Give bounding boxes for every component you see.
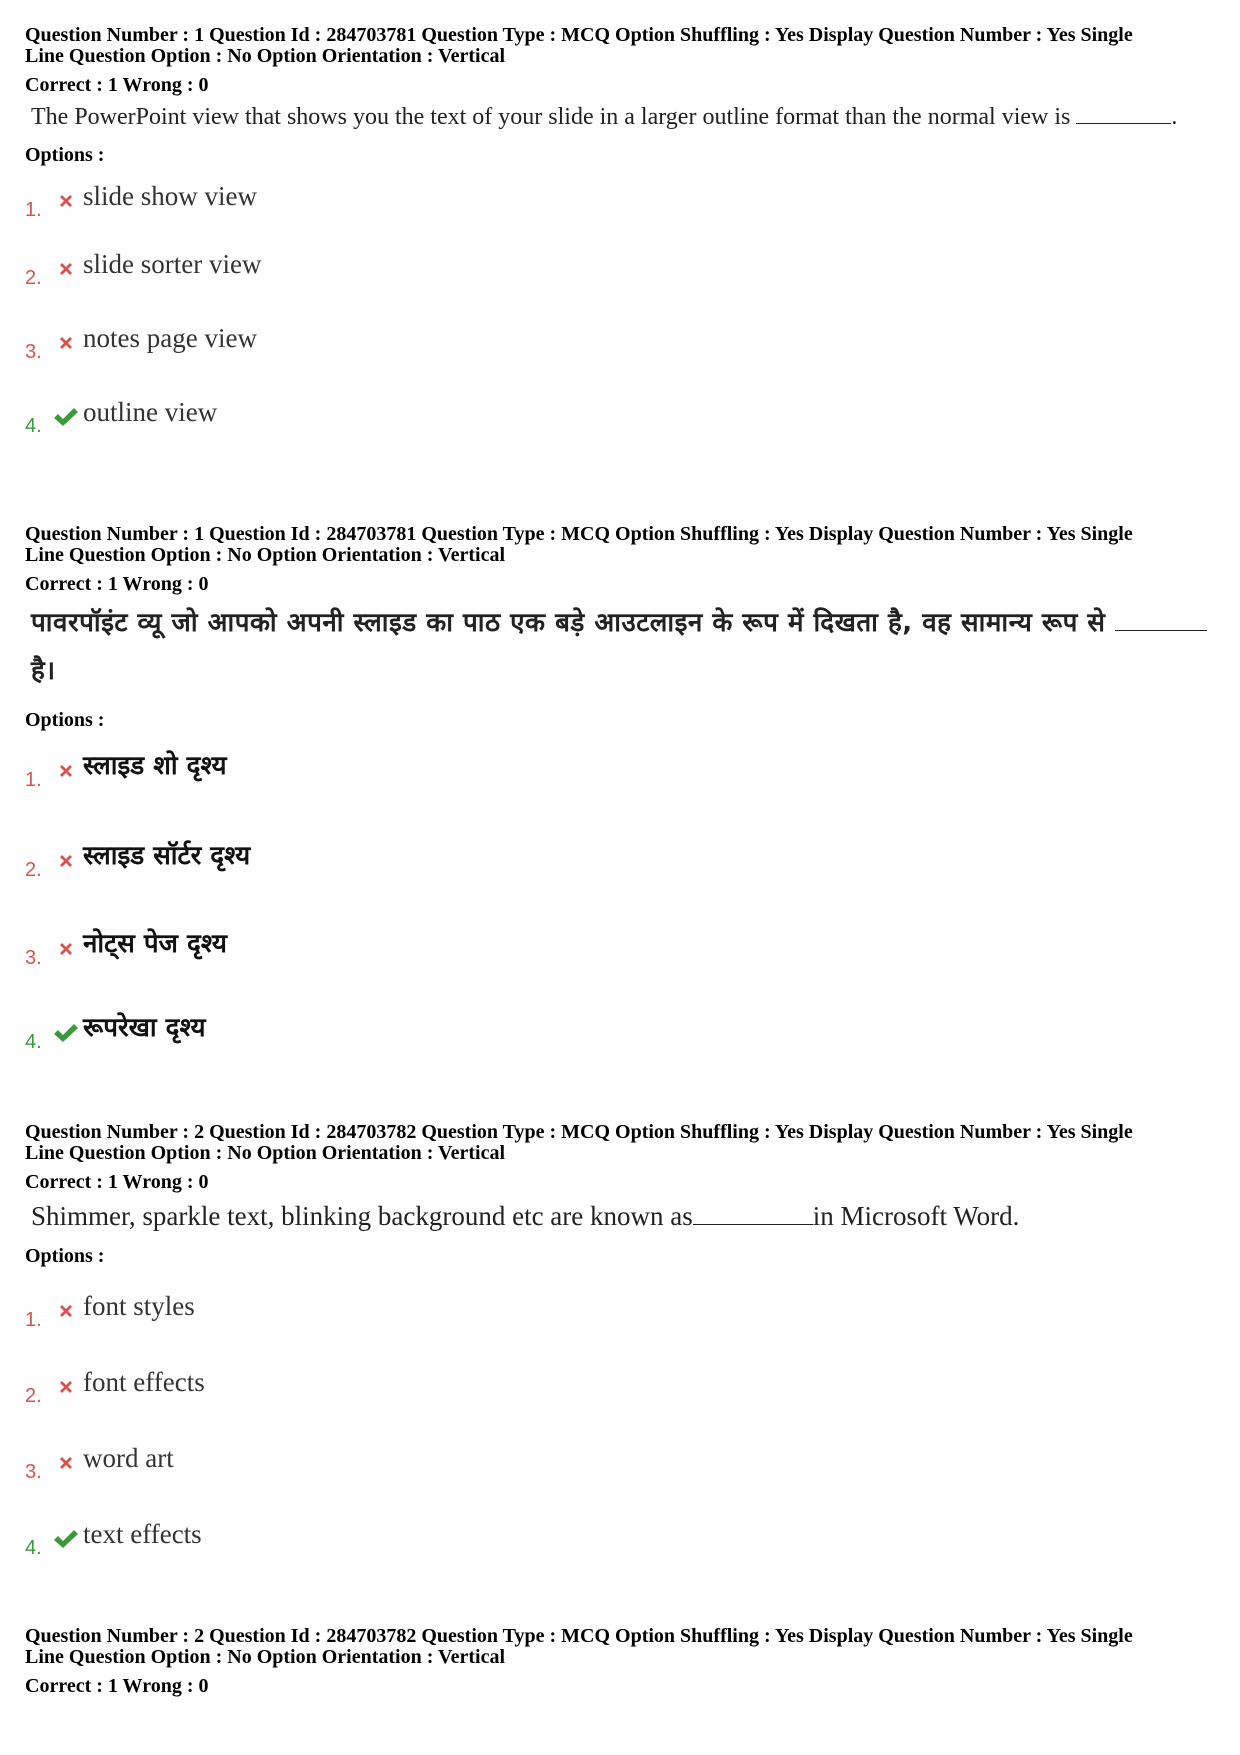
option-number: 1. xyxy=(25,1309,42,1331)
cross-icon xyxy=(49,1372,83,1402)
question-block-1 xyxy=(25,25,1220,167)
option-number: 3. xyxy=(25,947,42,969)
question-text xyxy=(25,599,1221,695)
question-block-3 xyxy=(25,1122,1220,1268)
question-meta-line1: Question Number : 1 Question Id : 284703781 Question Type : MCQ Option Shuffling : Yes Display Question Number : Yes Single xyxy=(25,523,1133,545)
option-label: font effects xyxy=(83,1367,205,1397)
cross-icon xyxy=(49,1448,83,1478)
option-item xyxy=(25,1290,195,1330)
option-label: notes page view xyxy=(83,323,257,353)
option-item xyxy=(25,1366,205,1406)
option-number: 3. xyxy=(25,341,42,363)
cross-icon xyxy=(49,934,83,964)
option-label: text effects xyxy=(83,1519,202,1549)
question-text-after: . xyxy=(1171,104,1178,130)
question-meta-line2: Line Question Option : No Option Orientation : Vertical xyxy=(25,45,506,67)
question-text-before: Shimmer, sparkle text, blinking background etc are known as xyxy=(31,1201,693,1231)
option-number: 4. xyxy=(25,1537,42,1559)
option-label: font styles xyxy=(83,1291,195,1321)
options-label: Options : xyxy=(25,144,105,166)
option-item xyxy=(25,1518,202,1558)
answer-blank xyxy=(693,1223,813,1225)
option-number: 4. xyxy=(25,1031,42,1053)
answer-blank xyxy=(1115,629,1207,631)
cross-icon xyxy=(49,328,83,358)
option-label: रूपरेखा दृश्य xyxy=(83,1013,206,1043)
option-item xyxy=(25,180,257,220)
option-item xyxy=(25,396,217,436)
option-item xyxy=(25,322,257,362)
question-score: Correct : 1 Wrong : 0 xyxy=(25,1171,209,1193)
question-text-before: The PowerPoint view that shows you the text of your slide in a larger outline format than the normal view is xyxy=(31,104,1071,130)
option-number: 3. xyxy=(25,1461,42,1483)
cross-icon xyxy=(49,254,83,284)
option-label: slide show view xyxy=(83,181,257,211)
option-label: स्लाइड सॉर्टर दृश्य xyxy=(83,841,251,871)
option-number: 1. xyxy=(25,769,42,791)
option-item xyxy=(25,840,250,880)
question-block-4 xyxy=(25,1626,1220,1697)
question-score: Correct : 1 Wrong : 0 xyxy=(25,1675,209,1697)
option-label: स्लाइड शो दृश्य xyxy=(83,751,227,781)
options-label: Options : xyxy=(25,1245,105,1267)
question-meta-line2: Line Question Option : No Option Orientation : Vertical xyxy=(25,1646,506,1668)
option-number: 2. xyxy=(25,267,42,289)
cross-icon xyxy=(49,846,83,876)
question-text xyxy=(25,102,1220,132)
cross-icon xyxy=(49,1296,83,1326)
question-score: Correct : 1 Wrong : 0 xyxy=(25,573,209,595)
cross-icon xyxy=(49,186,83,216)
option-item xyxy=(25,750,227,790)
option-number: 1. xyxy=(25,199,42,221)
question-block-2 xyxy=(25,524,1220,732)
option-number: 2. xyxy=(25,859,42,881)
question-meta-line1: Question Number : 1 Question Id : 284703781 Question Type : MCQ Option Shuffling : Yes Display Question Number : Yes Single xyxy=(25,24,1133,46)
options-label: Options : xyxy=(25,709,105,731)
answer-blank xyxy=(1076,122,1171,124)
option-number: 2. xyxy=(25,1385,42,1407)
question-text xyxy=(25,1201,1220,1231)
check-icon xyxy=(49,1018,83,1048)
option-item xyxy=(25,928,227,968)
question-text-before: पावरपॉइंट व्यू जो आपको अपनी स्लाइड का पाठ एक बड़े आउटलाइन के रूप में दिखता है, वह सामान्य रूप से xyxy=(31,608,1106,638)
question-meta-line2: Line Question Option : No Option Orientation : Vertical xyxy=(25,544,506,566)
question-meta-line1: Question Number : 2 Question Id : 284703782 Question Type : MCQ Option Shuffling : Yes Display Question Number : Yes Single xyxy=(25,1121,1133,1143)
question-meta-line1: Question Number : 2 Question Id : 284703782 Question Type : MCQ Option Shuffling : Yes Display Question Number : Yes Single xyxy=(25,1625,1133,1647)
question-text-after: है। xyxy=(31,656,56,686)
option-item xyxy=(25,1442,174,1482)
check-icon xyxy=(49,1524,83,1554)
cross-icon xyxy=(49,756,83,786)
option-label: slide sorter view xyxy=(83,249,262,279)
option-label: नोट्स पेज दृश्य xyxy=(83,929,227,959)
option-number: 4. xyxy=(25,415,42,437)
option-item xyxy=(25,248,261,288)
option-label: word art xyxy=(83,1443,174,1473)
option-item xyxy=(25,1012,206,1052)
option-label: outline view xyxy=(83,397,218,427)
check-icon xyxy=(49,402,83,432)
question-score: Correct : 1 Wrong : 0 xyxy=(25,74,209,96)
question-meta-line2: Line Question Option : No Option Orientation : Vertical xyxy=(25,1142,506,1164)
question-text-after: in Microsoft Word. xyxy=(812,1201,1020,1231)
